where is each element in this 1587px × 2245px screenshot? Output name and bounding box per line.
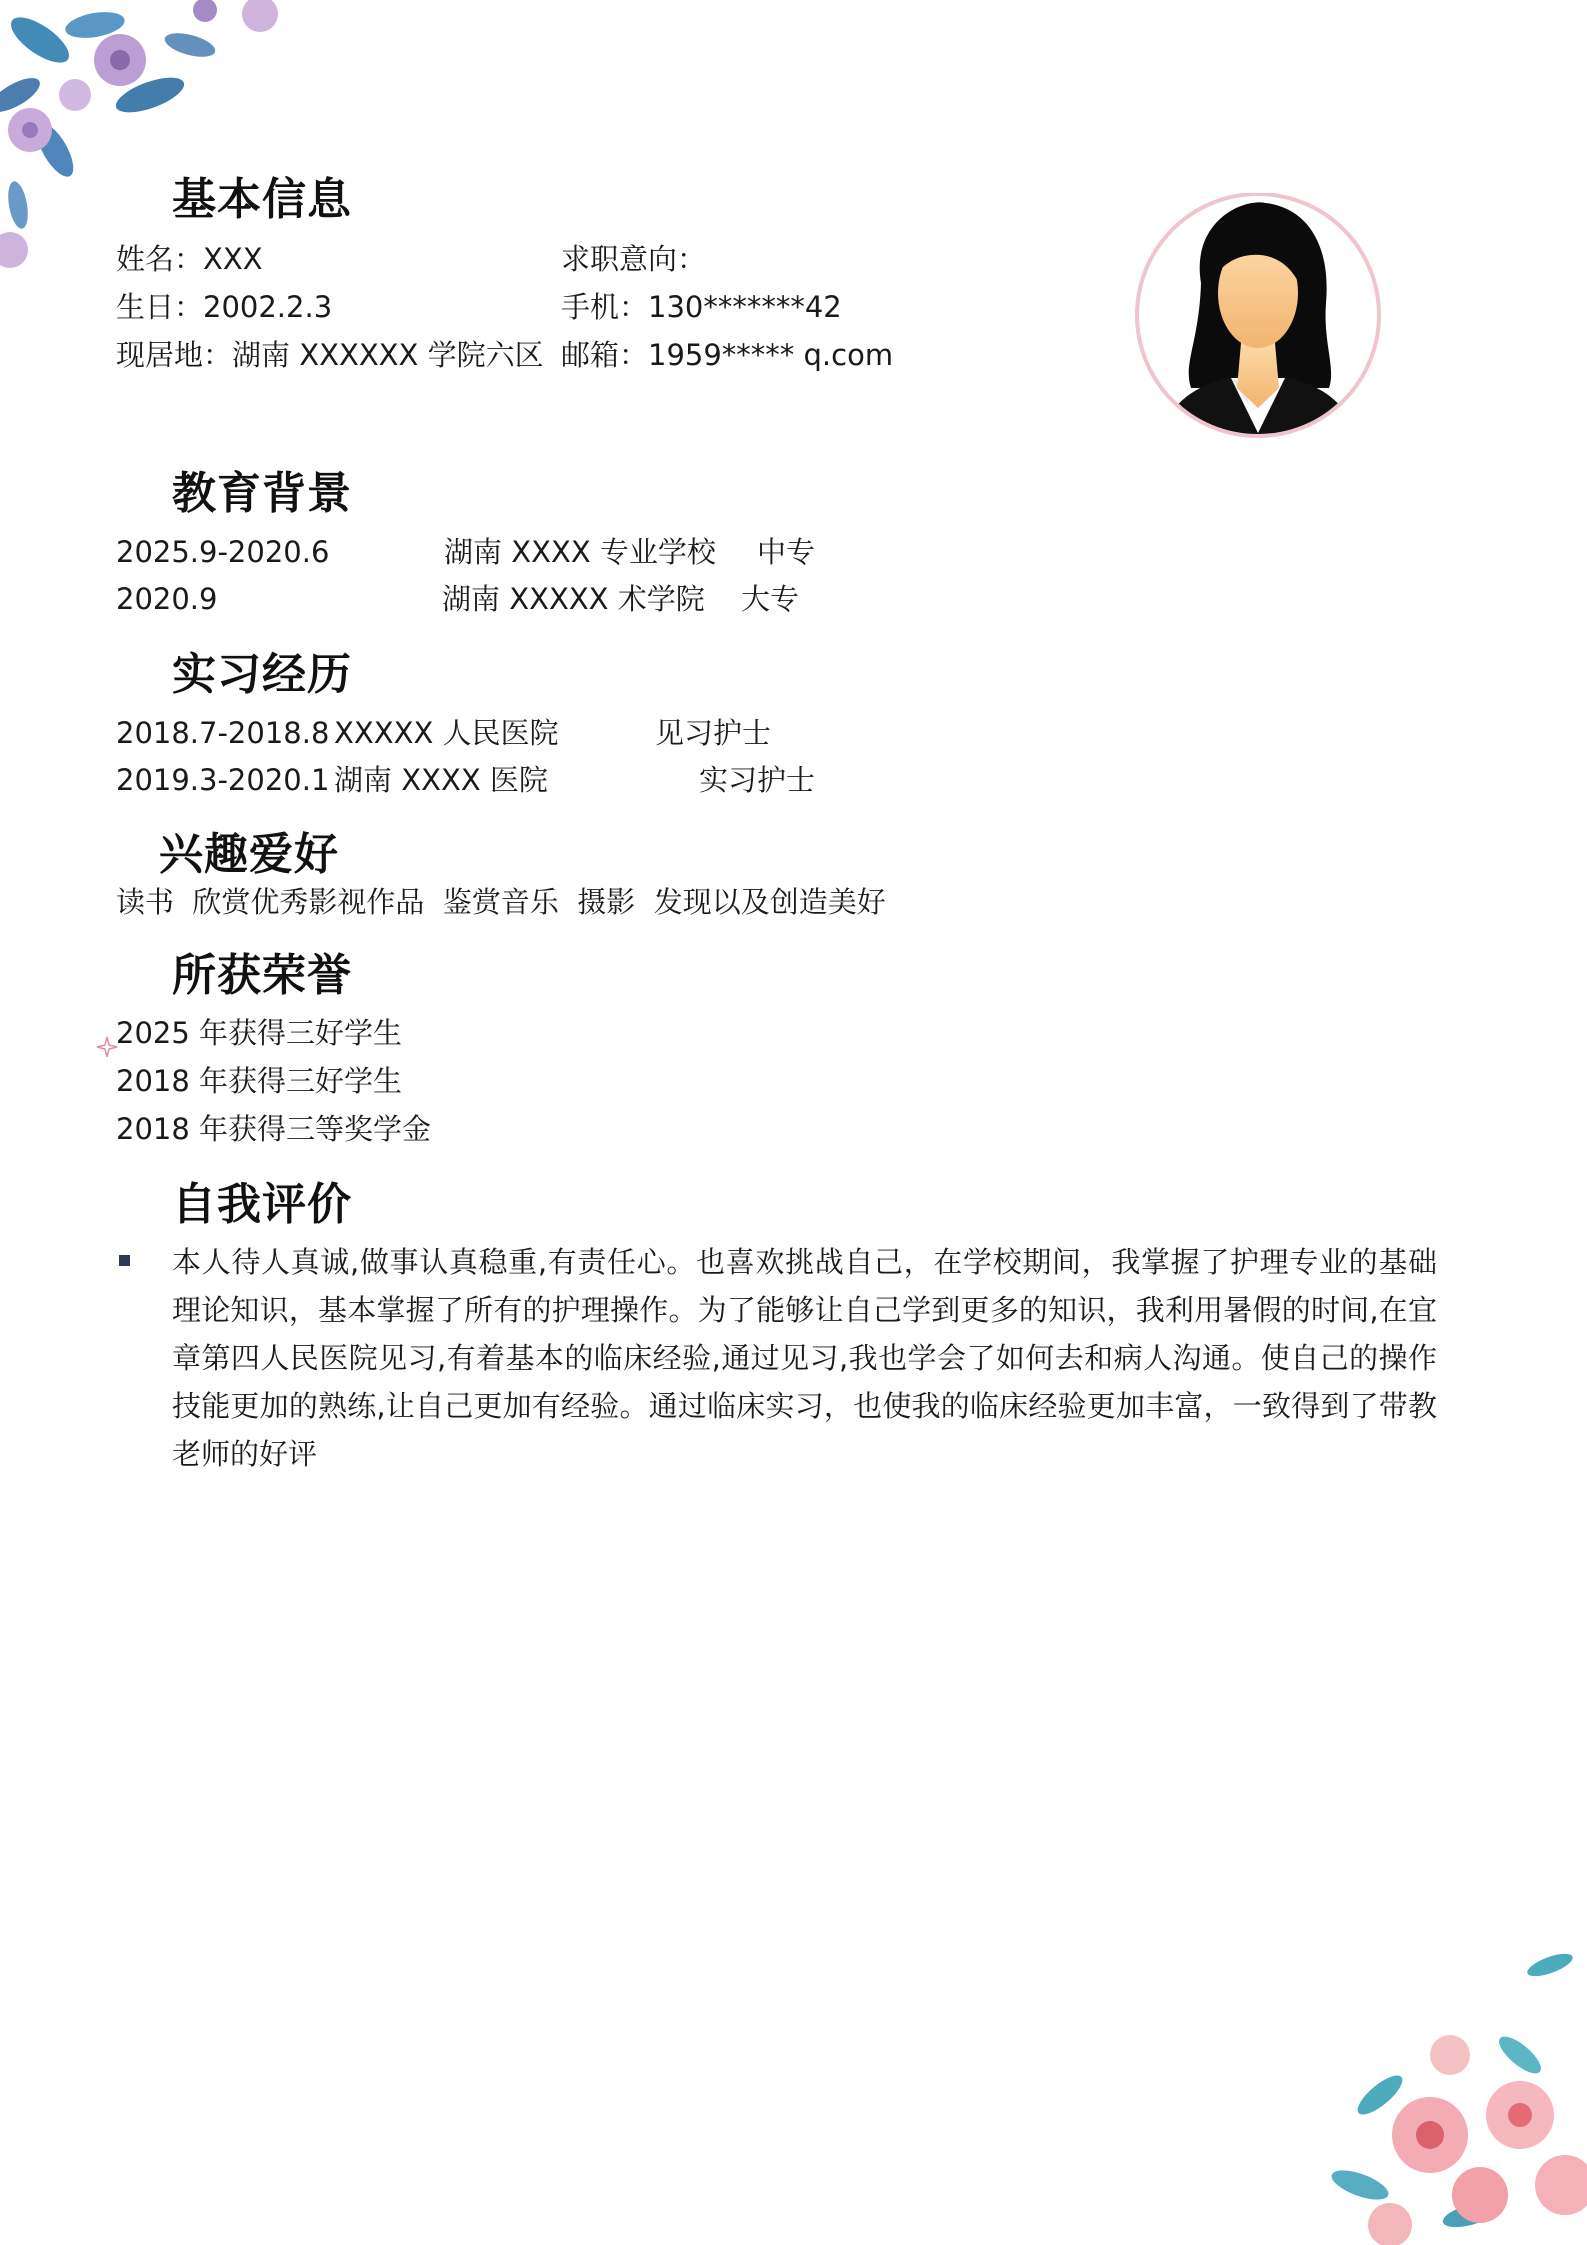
internship-period: 2018.7-2018.8 <box>116 716 330 750</box>
self-eval-text: 本人待人真诚,做事认真稳重,有责任心。也喜欢挑战自己，在学校期间，我掌握了护理专业的基础理论知识，基本掌握了所有的护理操作。为了能够让自己学到更多的知识，我利用暑假的时间,在宜章第四人民医院见习,有着基本的临床经验,通过见习,我也学会了如何去和病人沟通。使自己的操作技能更加的熟练,让自己更加有经验。通过临床实习，也使我的临床经验更加丰富，一致得到了带教老师的好评 <box>172 1245 1437 1471</box>
honor-item: 2018 年获得三好学生 <box>116 1064 403 1098</box>
residence-field: 现居地：湖南 XXXXXX 学院六区 <box>116 338 544 372</box>
education-period: 2020.9 <box>116 582 218 616</box>
education-school: 湖南 XXXX 专业学校 <box>444 535 716 569</box>
internship-place: XXXXX 人民医院 <box>334 716 559 750</box>
section-title-education: 教育背景 <box>172 468 352 519</box>
name-field: 姓名：XXX <box>116 242 263 276</box>
education-school: 湖南 XXXXX 术学院 <box>442 582 705 616</box>
honor-item: 2018 年获得三等奖学金 <box>116 1112 432 1146</box>
internship-place: 湖南 XXXX 医院 <box>334 763 548 797</box>
sparkle-icon <box>96 1036 118 1058</box>
internship-role: 见习护士 <box>655 716 772 750</box>
section-title-hobbies: 兴趣爱好 <box>159 829 339 880</box>
hobbies-text: 读书 欣赏优秀影视作品 鉴赏音乐 摄影 发现以及创造美好 <box>116 885 886 919</box>
bullet-icon <box>119 1255 130 1266</box>
education-degree: 中专 <box>757 535 816 569</box>
phone-field: 手机：130*******42 <box>561 290 842 324</box>
honor-item: 2025 年获得三好学生 <box>116 1016 403 1050</box>
education-degree: 大专 <box>741 582 800 616</box>
internship-period: 2019.3-2020.1 <box>116 763 330 797</box>
section-title-self-eval: 自我评价 <box>172 1179 352 1230</box>
avatar <box>1131 193 1385 438</box>
education-period: 2025.9-2020.6 <box>116 535 330 569</box>
job-intent-field: 求职意向： <box>561 242 707 276</box>
email-field: 邮箱：1959***** q.com <box>561 338 894 372</box>
internship-role: 实习护士 <box>699 763 816 797</box>
floral-decoration-bottom-right <box>1320 1945 1587 2245</box>
section-title-internship: 实习经历 <box>172 649 352 700</box>
section-title-basic-info: 基本信息 <box>172 174 352 225</box>
birthday-field: 生日：2002.2.3 <box>116 290 333 324</box>
section-title-honors: 所获荣誉 <box>172 950 352 1001</box>
